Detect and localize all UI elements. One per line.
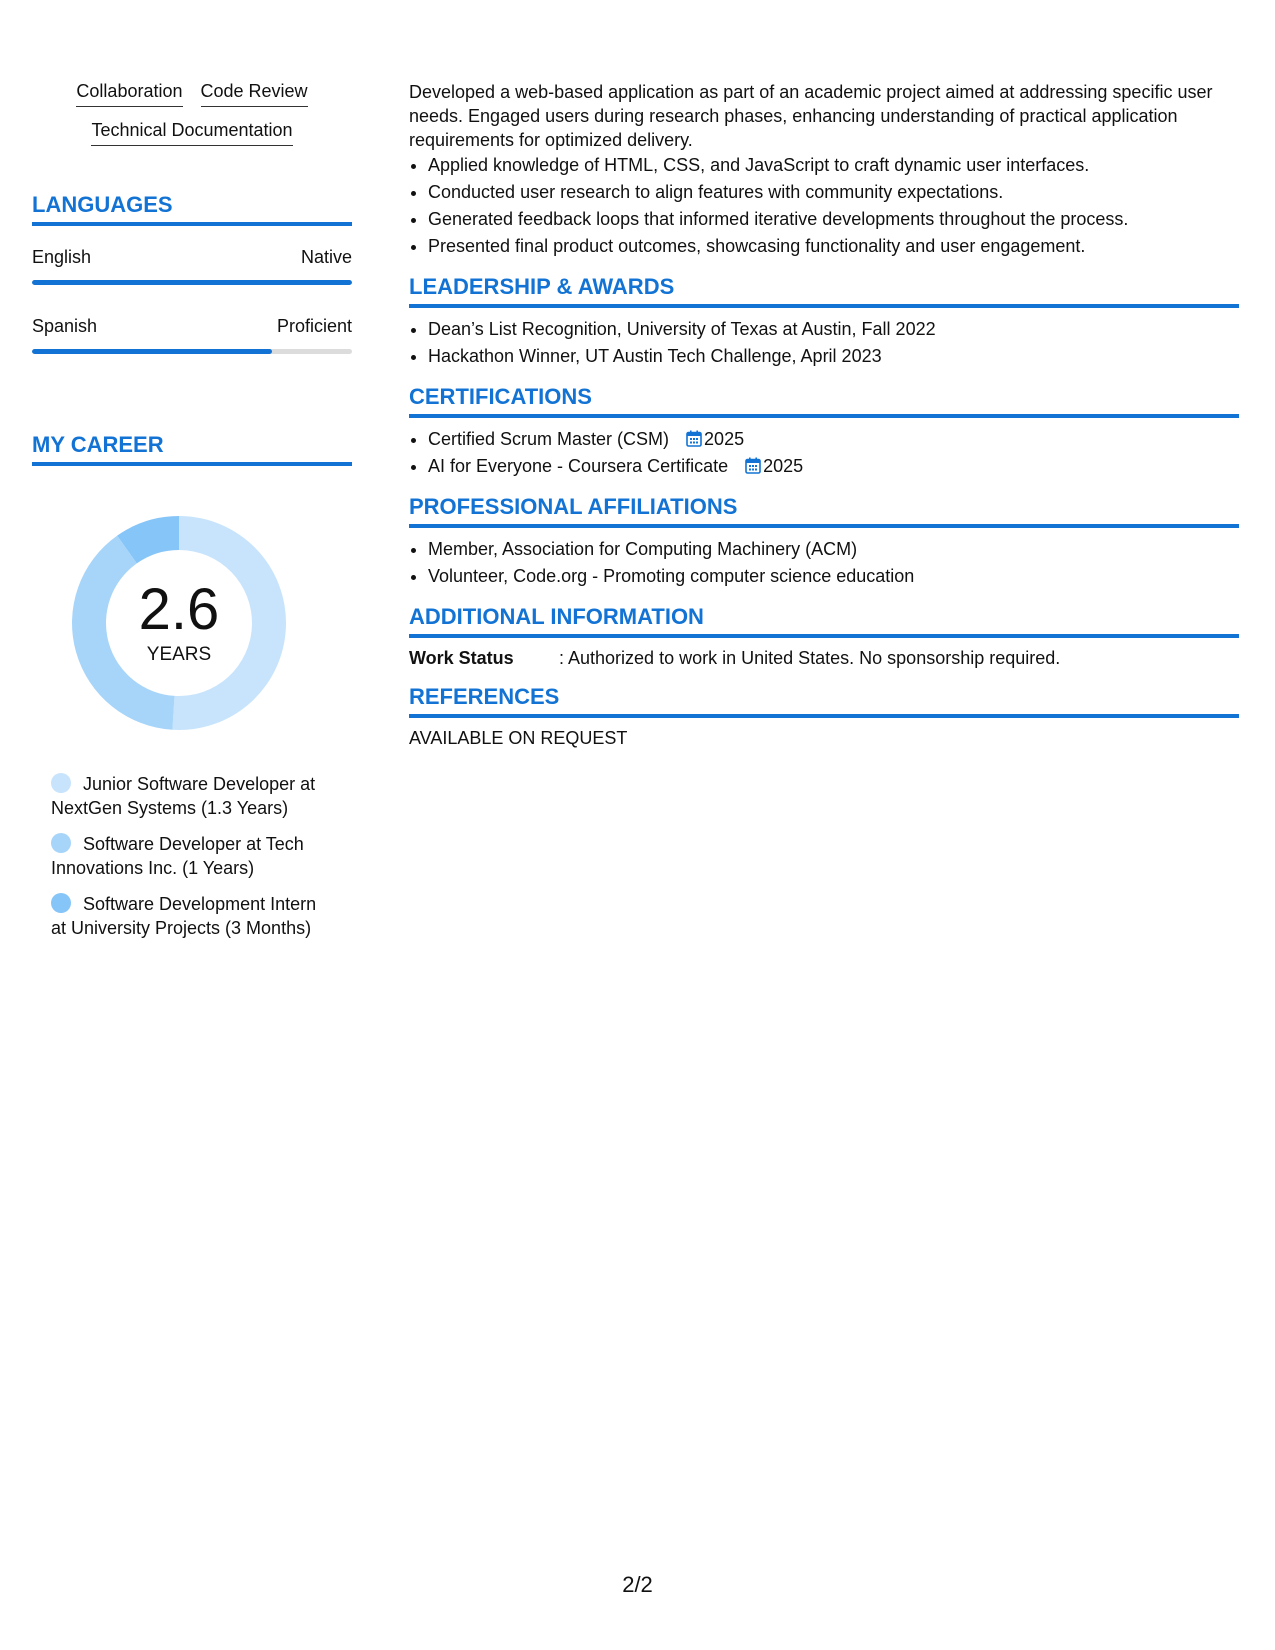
list-item: [428, 453, 1239, 480]
language-level-fill: [32, 349, 272, 354]
list-item: [428, 426, 1239, 453]
legend-dot-icon: [51, 773, 71, 793]
references-heading: REFERENCES: [409, 684, 1239, 718]
list-item: • Member, Association for Computing Machinery (ACM): [428, 536, 1239, 563]
language-item: [32, 246, 352, 285]
list-item: • Generated feedback loops that informed iterative developments throughout the process.: [428, 206, 1239, 233]
leadership-list: [409, 316, 1239, 370]
career-total-unit: YEARS: [146, 644, 212, 665]
legend-dot-icon: [51, 893, 71, 913]
project-section: [409, 80, 1239, 260]
certification-year: 2025: [704, 429, 745, 449]
list-item: • Dean’s List Recognition, University of Texas at Austin, Fall 2022: [428, 316, 1239, 343]
references-text: AVAILABLE ON REQUEST: [409, 728, 628, 748]
affiliations-heading: PROFESSIONAL AFFILIATIONS: [409, 494, 1239, 528]
skill-tags: [32, 80, 352, 146]
language-name: Spanish: [32, 316, 98, 336]
affiliations-list: [409, 536, 1239, 590]
legend-label: Junior Software Developer at NextGen Systems (1.3 Years): [51, 774, 316, 818]
legend-item: [51, 832, 331, 880]
certification-year: 2025: [763, 456, 804, 476]
right-column: [409, 80, 1239, 750]
legend-item: [51, 772, 331, 820]
career-section: [32, 432, 352, 940]
left-column: [32, 80, 352, 952]
additional-info-section: [409, 604, 1239, 670]
language-level-fill: [32, 280, 352, 285]
page-number: 2/2: [622, 1572, 653, 1597]
language-name: English: [32, 247, 92, 267]
language-level-bar: [32, 280, 352, 285]
legend-label: Software Development Intern at University Projects (3 Months): [51, 894, 317, 938]
leadership-section: [409, 274, 1239, 370]
skill-tag: Code Review: [201, 80, 308, 107]
list-item: • Applied knowledge of HTML, CSS, and JavaScript to craft dynamic user interfaces.: [428, 152, 1239, 179]
career-total-years: 2.6: [138, 577, 220, 642]
certifications-section: [409, 384, 1239, 480]
career-legend: [51, 772, 331, 940]
legend-label: Software Developer at Tech Innovations Inc. (1 Years): [51, 834, 304, 878]
skill-tag: Collaboration: [76, 80, 182, 107]
languages-section: [32, 192, 352, 354]
additional-info-heading: ADDITIONAL INFORMATION: [409, 604, 1239, 638]
legend-item: [51, 892, 331, 940]
legend-dot-icon: [51, 833, 71, 853]
language-level: Native: [300, 247, 352, 267]
list-item: • Conducted user research to align features with community expectations.: [428, 179, 1239, 206]
certifications-heading: CERTIFICATIONS: [409, 384, 1239, 418]
skill-tag: Technical Documentation: [91, 119, 292, 146]
work-status-value: : Authorized to work in United States. No sponsorship required.: [559, 648, 1061, 668]
work-status-row: [409, 646, 1239, 670]
list-item: • Volunteer, Code.org - Promoting computer science education: [428, 563, 1239, 590]
calendar-icon: [745, 457, 761, 474]
project-description: Developed a web-based application as part of an academic project aimed at addressing specific user needs. Engaged users during research phases, enhancing understanding of practical application requirements for optimized delivery.: [409, 82, 1213, 150]
certifications-list: [409, 426, 1239, 480]
language-item: [32, 315, 352, 354]
work-status-label: Work Status: [409, 648, 514, 668]
language-level: Proficient: [276, 316, 352, 336]
certification-name: AI for Everyone - Coursera Certificate: [428, 456, 729, 476]
leadership-heading: LEADERSHIP & AWARDS: [409, 274, 1239, 308]
career-heading: MY CAREER: [32, 432, 352, 466]
calendar-icon: [686, 430, 702, 447]
references-section: [409, 684, 1239, 750]
certification-name: Certified Scrum Master (CSM): [428, 429, 670, 449]
list-item: • Presented final product outcomes, showcasing functionality and user engagement.: [428, 233, 1239, 260]
list-item: • Hackathon Winner, UT Austin Tech Challenge, April 2023: [428, 343, 1239, 370]
language-level-bar: [32, 349, 352, 354]
affiliations-section: [409, 494, 1239, 590]
languages-heading: LANGUAGES: [32, 192, 352, 226]
project-bullets: [409, 152, 1239, 260]
career-donut-chart: [64, 508, 294, 738]
